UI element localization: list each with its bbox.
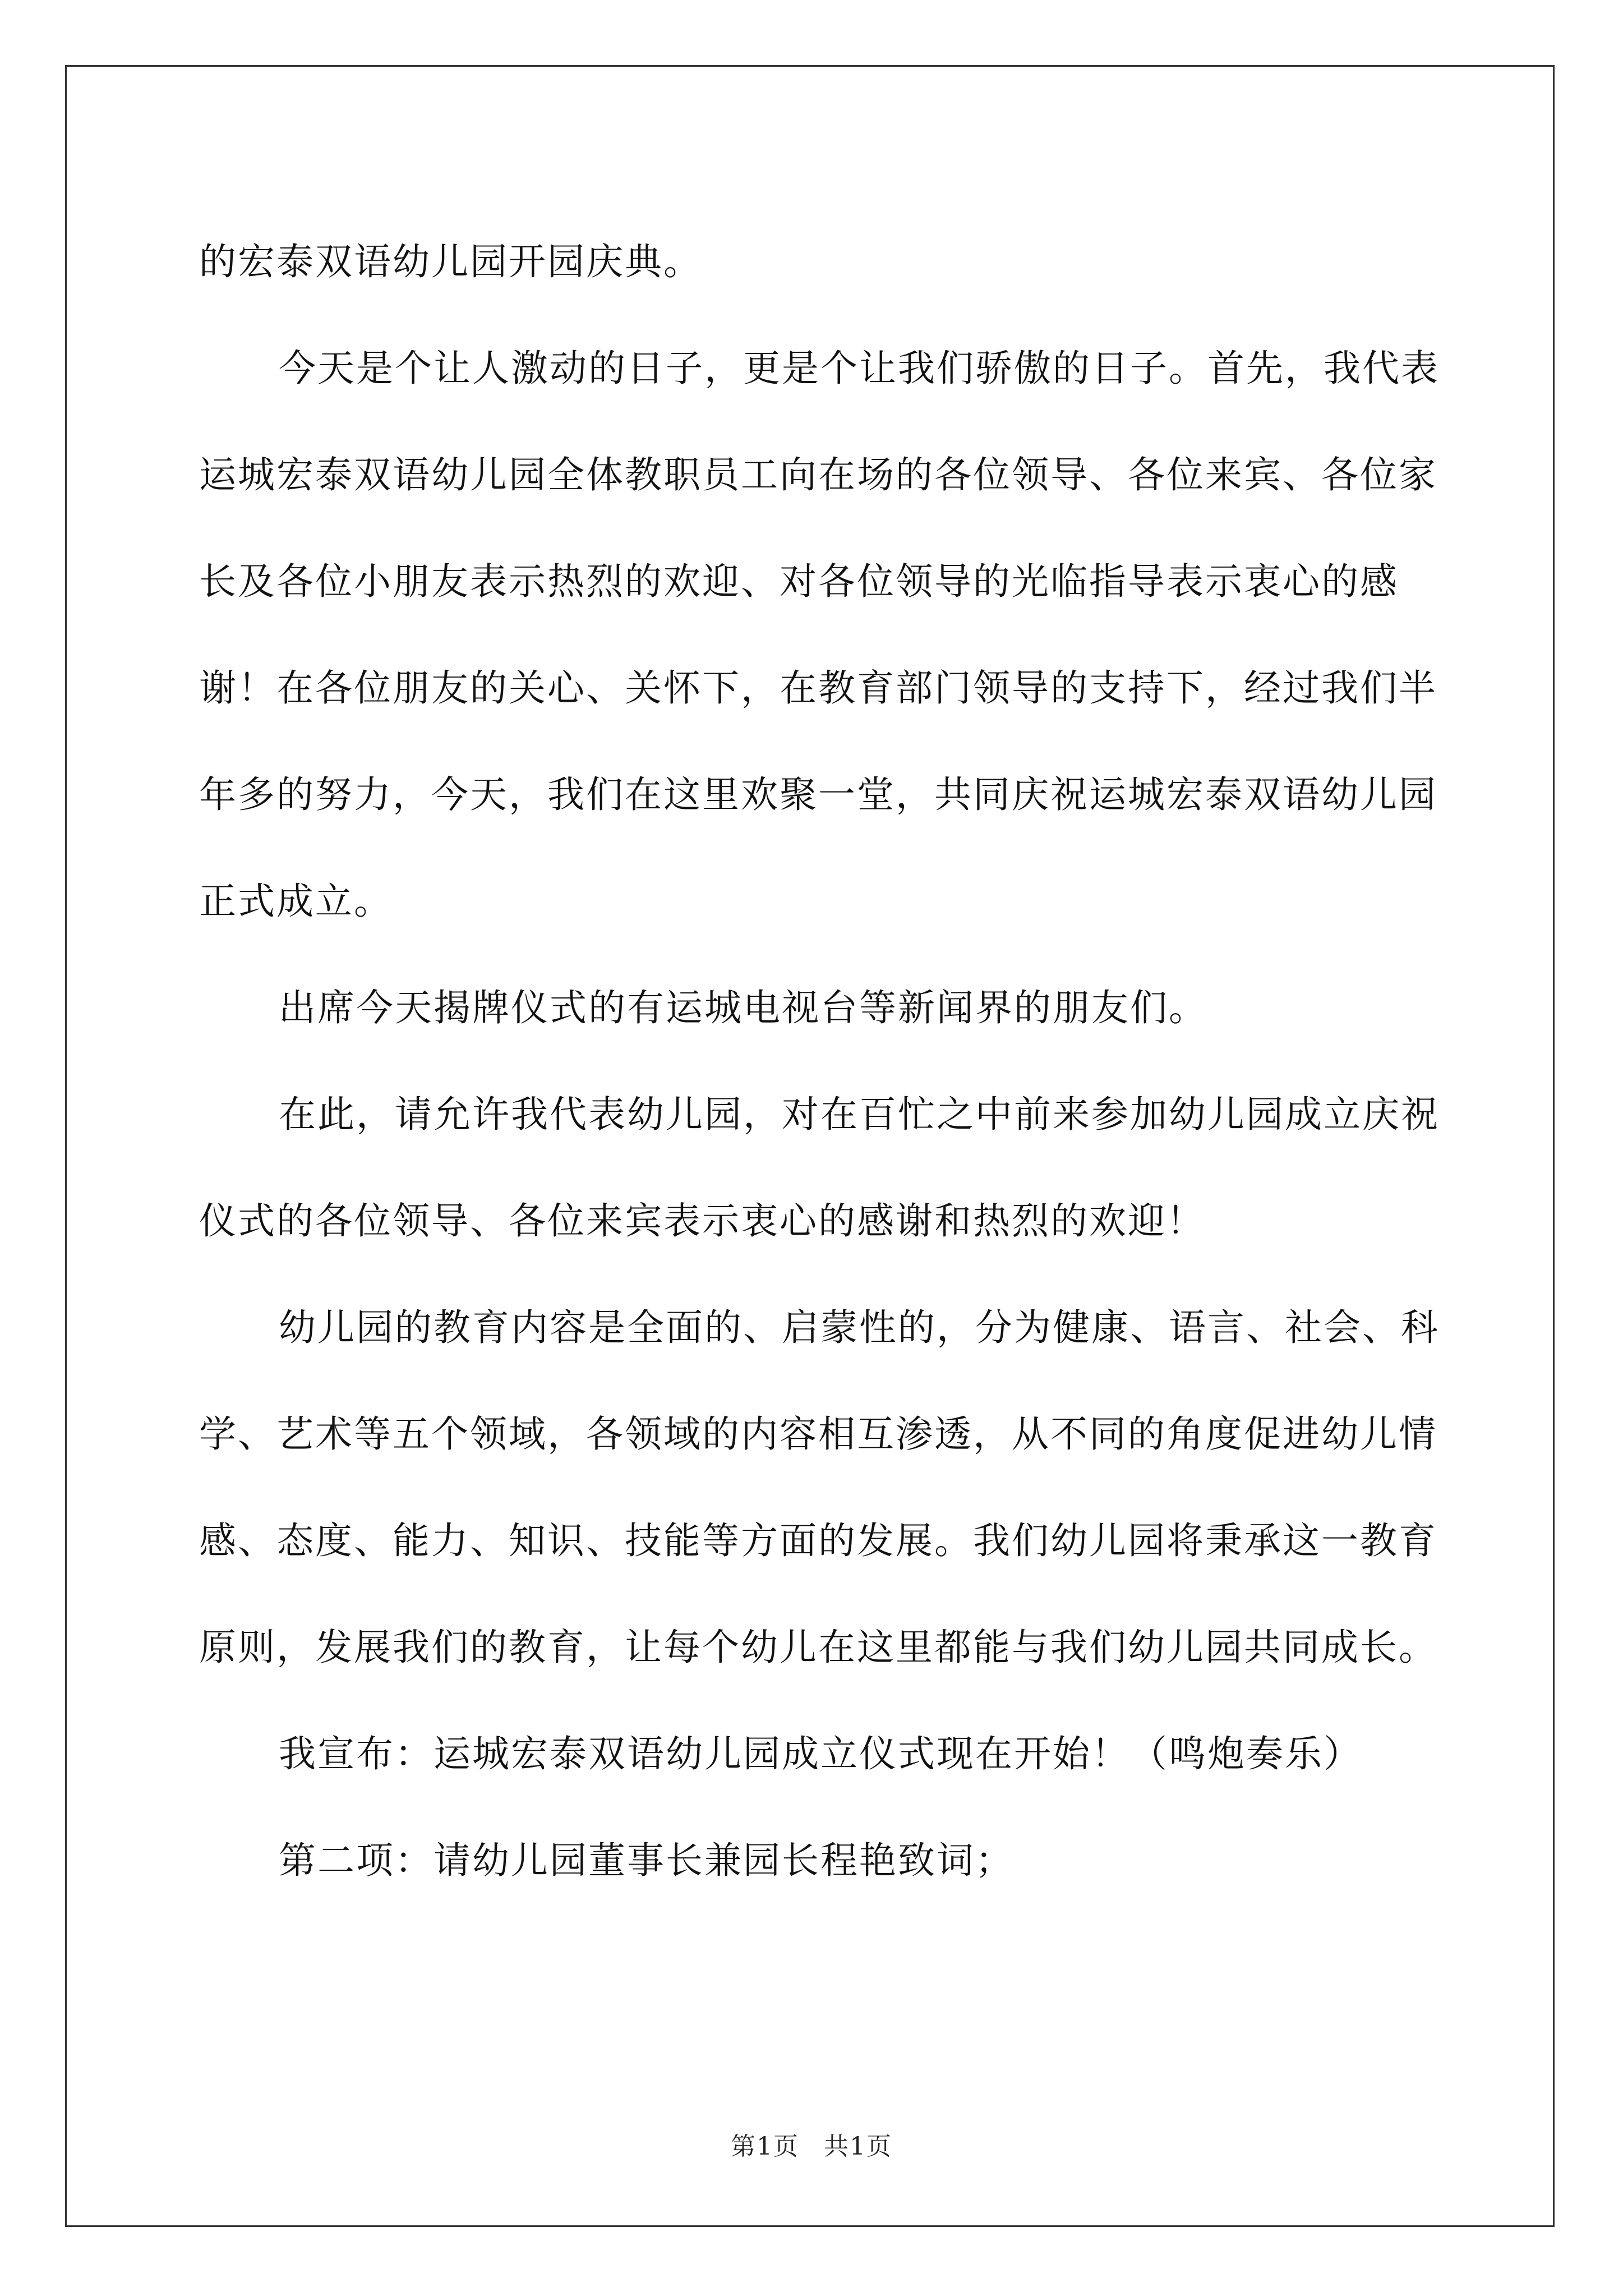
paragraph: 出席今天揭牌仪式的有运城电视台等新闻界的朋友们。: [279, 986, 1207, 1029]
paragraph: 第二项：请幼儿园董事长兼园长程艳致词；: [279, 1839, 1014, 1882]
paragraph: 的宏泰双语幼儿园开园庆典。: [199, 240, 702, 283]
paragraph: 幼儿园的教育内容是全面的、启蒙性的，分为健康、语言、社会、科学、艺术等五个领域，各领域的内容相互渗透，从不同的角度促进幼儿情感、态度、能力、知识、技能等方面的发展。我们幼儿园将秉承这一教育原则，发展我们的教育，让每个幼儿在这里都能与我们幼儿园共同成长。: [199, 1306, 1440, 1669]
page-total: 共1页: [824, 2132, 892, 2161]
page-footer: [0, 2126, 1623, 2162]
paragraph: 我宣布：运城宏泰双语幼儿园成立仪式现在开始！（鸣炮奏乐）: [279, 1732, 1362, 1775]
paragraph: 在此，请允许我代表幼儿园，对在百忙之中前来参加幼儿园成立庆祝仪式的各位领导、各位来宾表示衷心的感谢和热烈的欢迎！: [199, 1093, 1440, 1243]
paragraph: 今天是个让人激动的日子，更是个让我们骄傲的日子。首先，我代表运城宏泰双语幼儿园全体教职员工向在场的各位领导、各位来宾、各位家长及各位小朋友表示热烈的欢迎、对各位领导的光临指导表示衷心的感谢！在各位朋友的关心、关怀下，在教育部门领导的支持下，经过我们半年多的努力，今天，我们在这里欢聚一堂，共同庆祝运城宏泰双语幼儿园正式成立。: [199, 347, 1440, 923]
document-body: [199, 209, 1467, 1914]
page-number: 第1页: [731, 2132, 799, 2161]
